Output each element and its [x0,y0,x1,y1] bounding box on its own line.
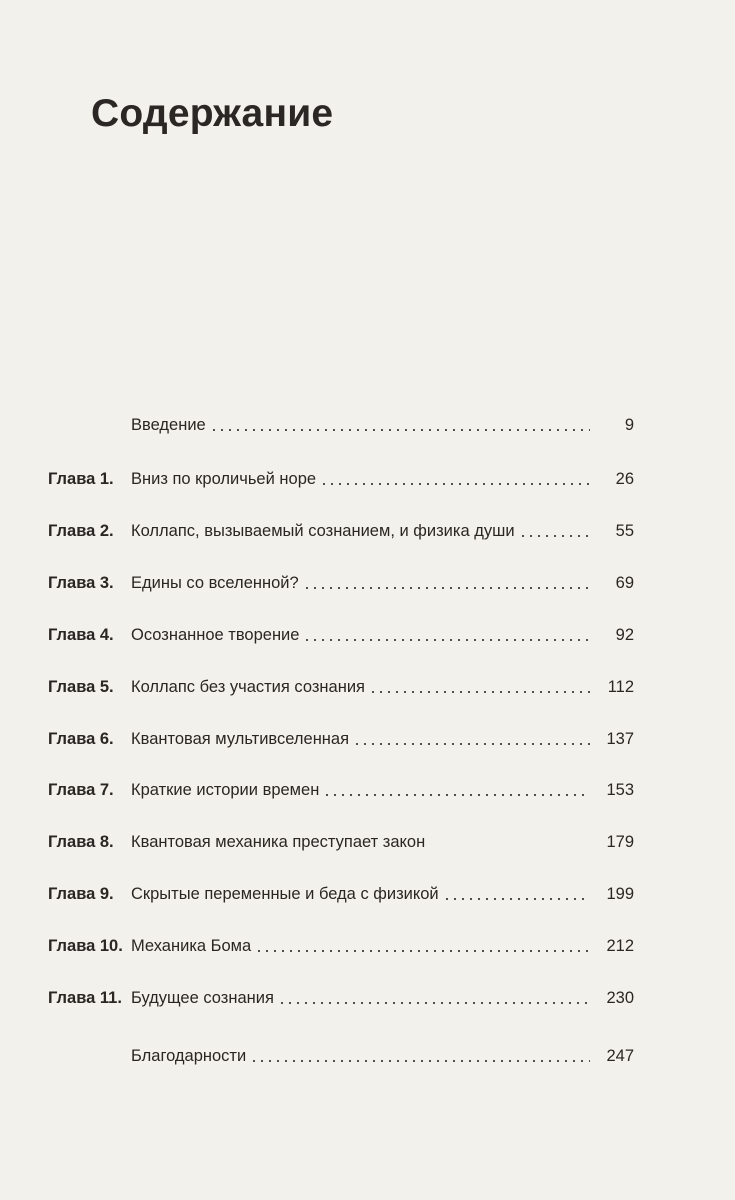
chapter-label: Глава 4. [48,626,114,644]
toc-entry-chapter-8 [0,828,735,856]
dot-leader [369,691,590,693]
dot-leader [303,587,590,589]
page-number: 112 [607,678,634,696]
toc-entry-chapter-6 [0,725,735,753]
toc-entry-chapter-10 [0,932,735,960]
toc-entry-chapter-4 [0,621,735,649]
page-number: 153 [606,781,634,799]
dot-leader [210,429,590,431]
dot-leader [443,898,590,900]
entry-title: Осознанное творение [131,626,300,644]
toc-entry-chapter-2 [0,517,735,545]
entry-title: Едины со вселенной? [131,574,299,592]
toc-entry-acknowledgements [0,1042,735,1070]
chapter-label: Глава 2. [48,522,114,540]
dot-leader [353,743,590,745]
toc-entry-chapter-1 [0,465,735,493]
chapter-label: Глава 9. [48,885,114,903]
entry-title: Введение [131,416,206,434]
dot-leader [278,1002,590,1004]
dot-leader [250,1060,590,1062]
toc-entry-chapter-11 [0,984,735,1012]
chapter-label: Глава 3. [48,574,114,592]
page-number: 9 [624,416,634,434]
entry-title: Будущее сознания [131,989,274,1007]
chapter-label: Глава 5. [48,678,114,696]
chapter-label: Глава 11. [48,989,122,1007]
chapter-label: Глава 1. [48,470,114,488]
entry-title: Квантовая мультивселенная [131,730,350,748]
toc-entry-chapter-5 [0,673,735,701]
page-number: 247 [606,1047,634,1065]
entry-title: Коллапс без участия сознания [131,678,365,696]
entry-title: Квантовая механика преступает закон [131,833,426,851]
entry-title: Вниз по кроличьей норе [131,470,317,488]
entry-title: Механика Бома [131,937,252,955]
dot-leader [320,483,590,485]
page-number: 212 [606,937,634,955]
toc-entry-chapter-7 [0,776,735,804]
toc-entry-chapter-3 [0,569,735,597]
entry-title: Краткие истории времен [131,781,320,799]
page-number: 55 [615,522,634,540]
entry-title: Коллапс, вызываемый сознанием, и физика души [131,522,515,540]
page-number: 69 [615,574,634,592]
page-number: 199 [606,885,634,903]
page-number: 137 [606,730,634,748]
entry-title: Скрытые переменные и беда с физикой [131,885,439,903]
page-title: Содержание [91,92,334,135]
chapter-label: Глава 7. [48,781,114,799]
dot-leader [303,639,590,641]
page-number: 26 [615,470,634,488]
page-number: 92 [615,626,634,644]
dot-leader [255,950,590,952]
entry-title: Благодарности [131,1047,247,1065]
chapter-label: Глава 6. [48,730,114,748]
chapter-label: Глава 10. [48,937,123,955]
chapter-label: Глава 8. [48,833,114,851]
page-number: 230 [606,989,634,1007]
toc-entry-chapter-9 [0,880,735,908]
dot-leader [323,794,590,796]
dot-leader [519,535,590,537]
page-number: 179 [606,833,634,851]
toc-entry-introduction [0,411,735,439]
